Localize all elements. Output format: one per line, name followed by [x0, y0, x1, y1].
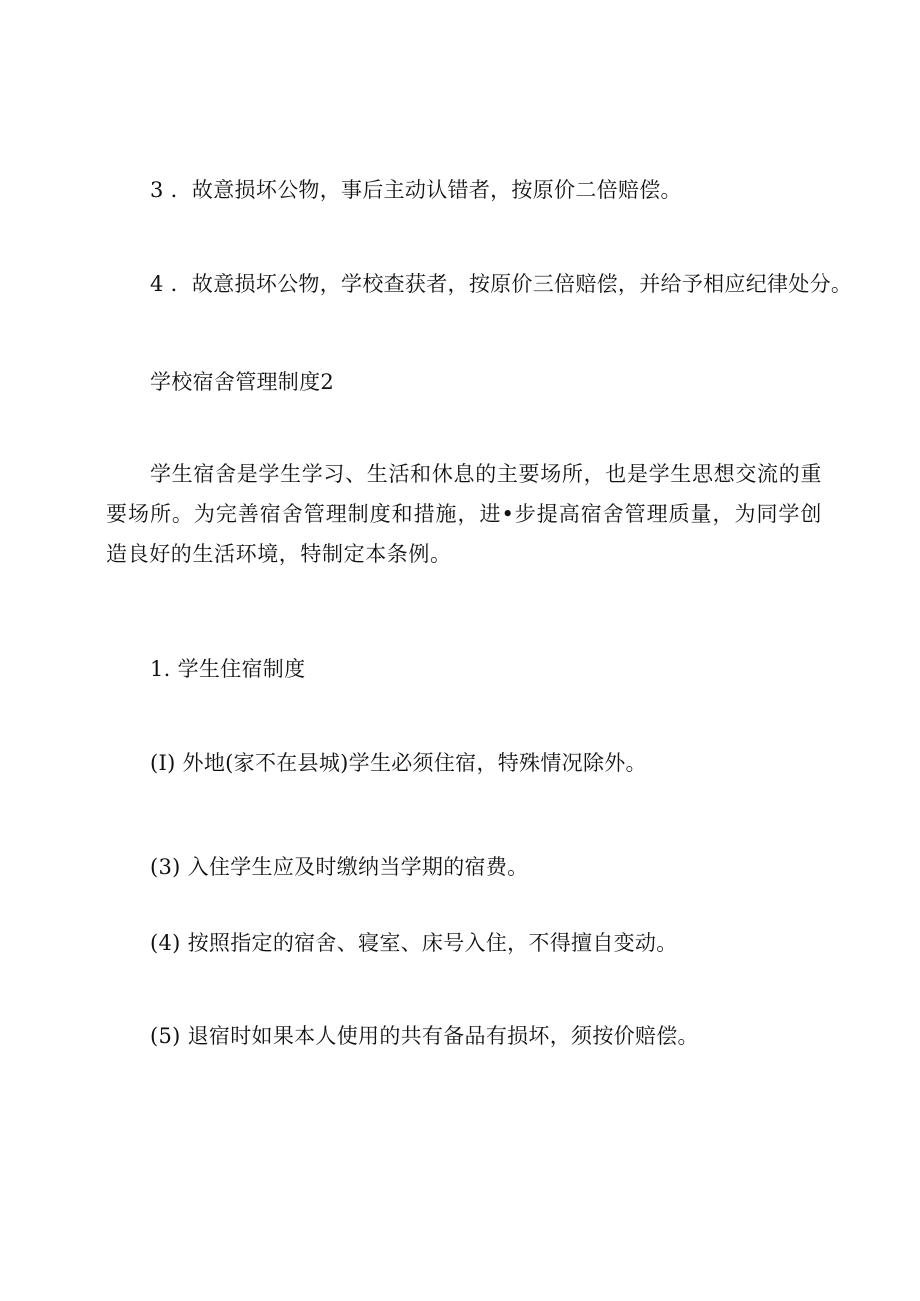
section-title: 学校宿舍管理制度2 — [150, 370, 335, 394]
intro-paragraph: 学生宿舍是学生学习、生活和休息的主要场所，也是学生思想交流的重要场所。为完善宿舍管理制度和措施，进•步提高宿舍管理质量，为同学创造良好的生活环境，特制定本条例。 — [106, 462, 822, 566]
rule-item: (I) 外地(家不在县城)学生必须住宿，特殊情况除外。 — [150, 751, 647, 775]
rule-item: (5) 退宿时如果本人使用的共有备品有损坏，须按价赔偿。 — [150, 1024, 699, 1048]
subsection-title: 1. 学生住宿制度 — [150, 657, 306, 681]
item-3-text: 3 ．故意损坏公物，事后主动认错者，按原价二倍赔偿。 — [150, 178, 682, 202]
rule-item: (4) 按照指定的宿舍、寝室、床号入住，不得擅自变动。 — [150, 931, 678, 955]
item-4-text: 4 ．故意损坏公物，学校查获者，按原价三倍赔偿，并给予相应纪律处分。 — [150, 272, 853, 296]
rule-item: (3) 入住学生应及时缴纳当学期的宿费。 — [150, 855, 529, 879]
